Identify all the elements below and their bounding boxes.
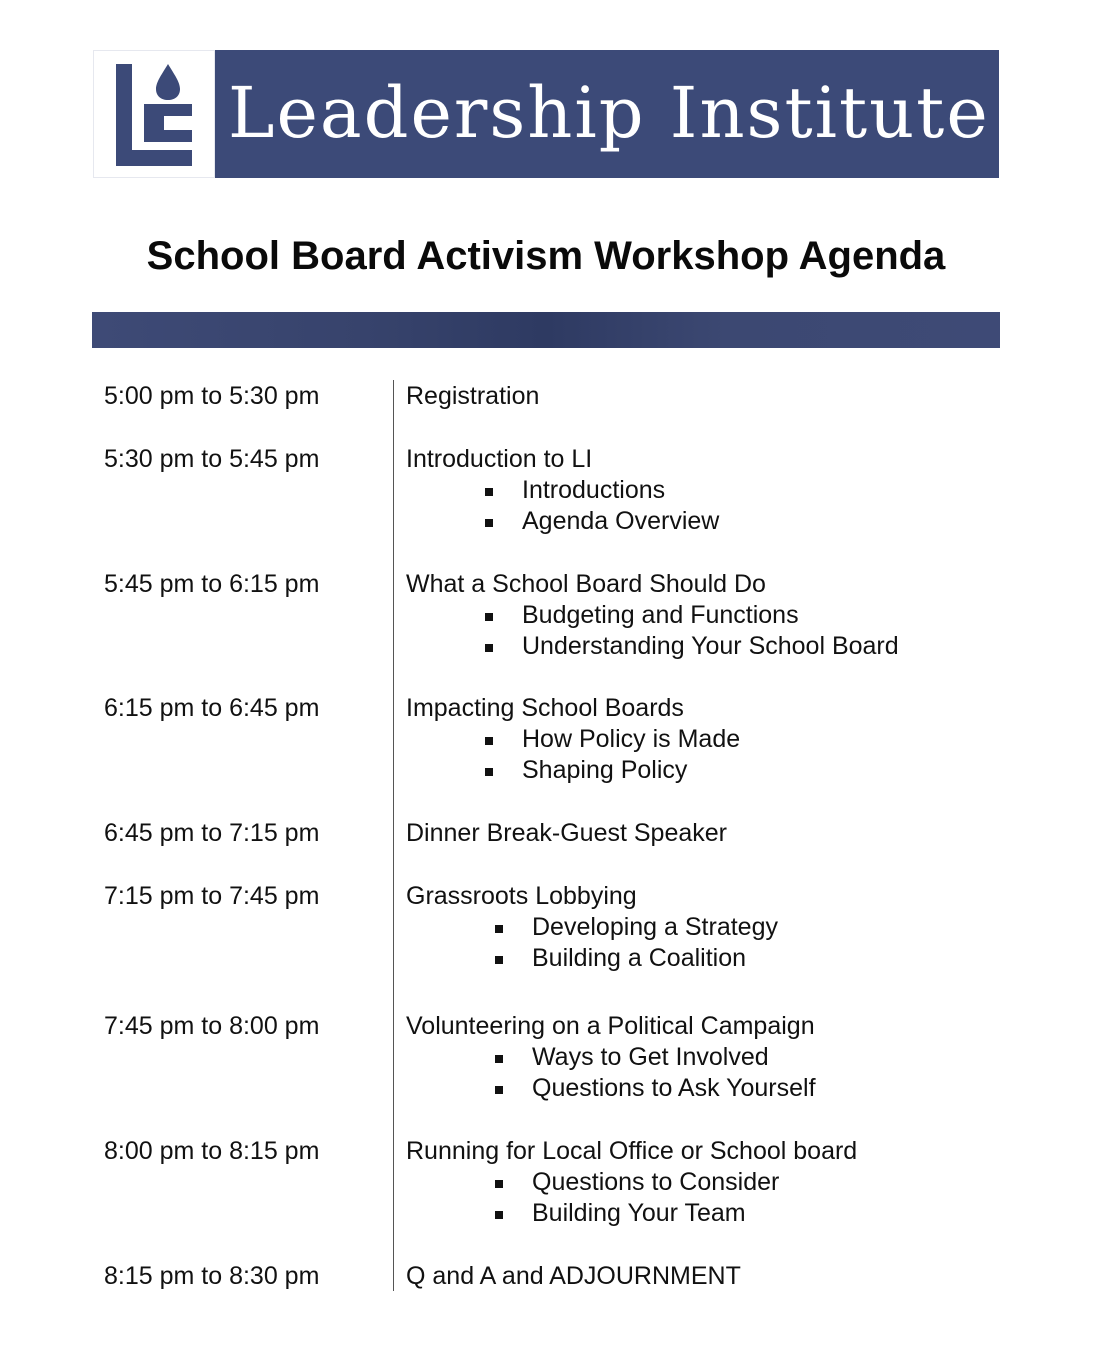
session-topic: What a School Board Should Do <box>406 570 766 598</box>
session-time: 6:45 pm to 7:15 pm <box>104 819 320 847</box>
bullet-icon <box>495 1086 503 1094</box>
session-time: 7:45 pm to 8:00 pm <box>104 1012 320 1040</box>
bullet-icon <box>485 644 493 652</box>
bullet-icon <box>485 768 493 776</box>
agenda-list: 5:00 pm to 5:30 pm Registration 5:30 pm to 5:45 pm Introduction to LI Introductions Agenda Overview 5:45 pm to 6:15 pm What a School Board Should Do Budgeting and Functions Understanding Your School Board 6:15 pm to 6:45 pm Impacting School Boards How Policy is Made Shaping Policy 6:45 pm to 7:15 pm Dinner Break-Guest Speaker 7:15 pm to 7:45 pm Grassroots Lobbying Developing a Strategy Building a Coalition 7:45 pm to 8:00 pm Volunteering on a Political Campaign Ways to Get Involved Questions to Ask Yourself 8:00 pm to 8:15 pm Running for Local Office or School board Questions to Consider Building Your Team 8:15 pm to 8:30 pm Q and A and ADJOURNMENT <box>104 382 899 1290</box>
session-topic: Grassroots Lobbying <box>406 882 637 910</box>
bullet-icon <box>495 925 503 933</box>
session-topic: Dinner Break-Guest Speaker <box>406 819 727 847</box>
session-time: 5:30 pm to 5:45 pm <box>104 445 320 473</box>
bullet-icon <box>485 519 493 527</box>
bullet-icon <box>495 956 503 964</box>
session-topic: Q and A and ADJOURNMENT <box>406 1262 741 1290</box>
session-topic: Registration <box>406 382 540 410</box>
session-time: 8:00 pm to 8:15 pm <box>104 1137 320 1165</box>
session-topic: Impacting School Boards <box>406 694 684 722</box>
session-time: 8:15 pm to 8:30 pm <box>104 1262 320 1290</box>
bullet-icon <box>495 1211 503 1219</box>
logo-wordmark: Leadership Institute <box>228 72 990 154</box>
session-time: 5:00 pm to 5:30 pm <box>104 382 320 410</box>
session-topic: Introduction to LI <box>406 445 593 473</box>
session-topic: Running for Local Office or School board <box>406 1137 858 1165</box>
session-time: 7:15 pm to 7:45 pm <box>104 882 320 910</box>
bullet-icon <box>495 1055 503 1063</box>
session-topic: Volunteering on a Political Campaign <box>406 1012 815 1040</box>
page-title: School Board Activism Workshop Agenda <box>146 234 946 278</box>
bullet-icon <box>485 613 493 621</box>
bullet-icon <box>495 1180 503 1188</box>
bullet-icon <box>485 737 493 745</box>
bullet-icon <box>485 488 493 496</box>
session-time: 6:15 pm to 6:45 pm <box>104 694 320 722</box>
session-time: 5:45 pm to 6:15 pm <box>104 570 320 598</box>
